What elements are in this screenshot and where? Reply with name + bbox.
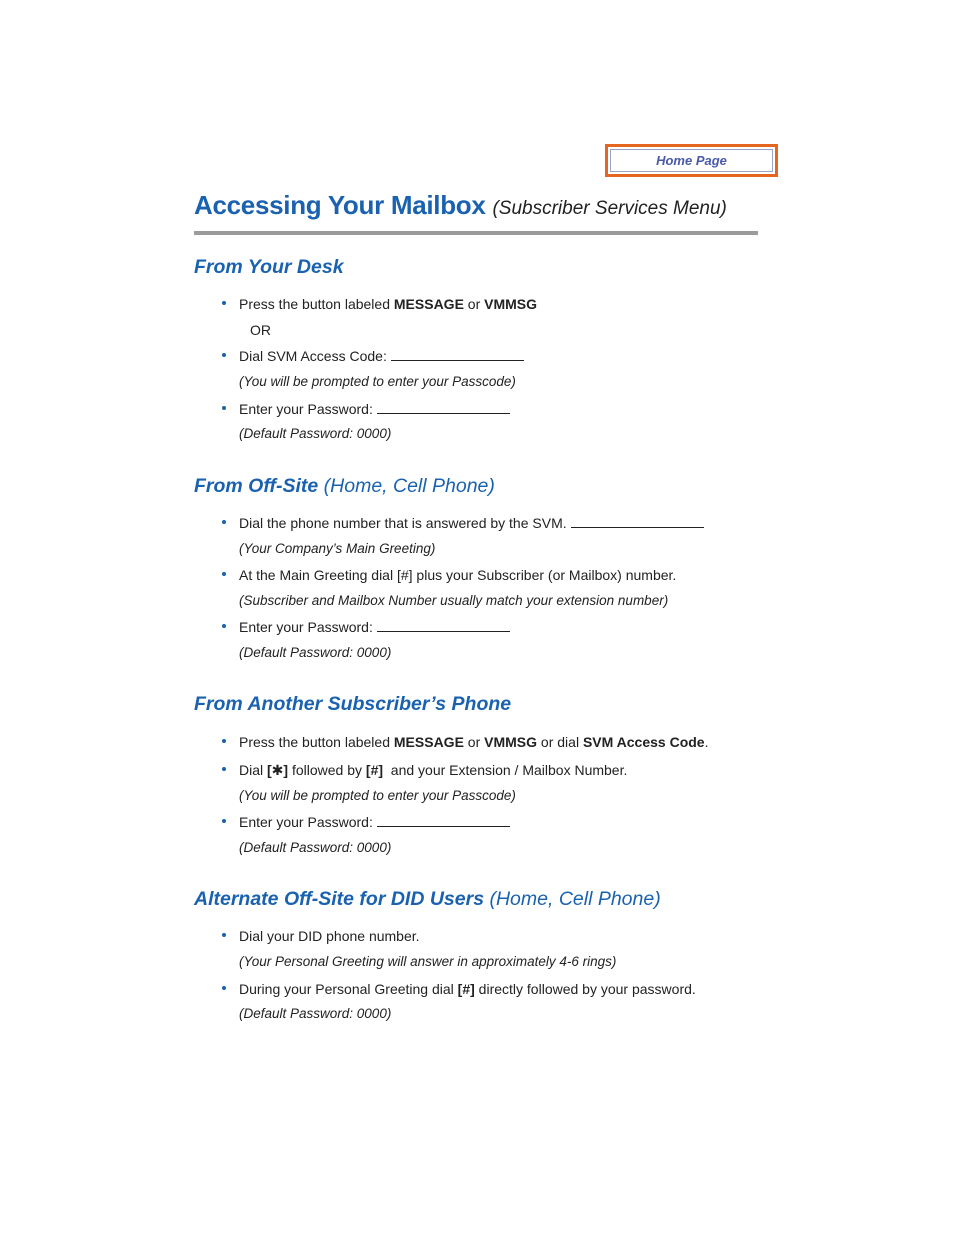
list-item: At the Main Greeting dial [#] plus your Subscriber (or Mailbox) number.: [239, 567, 677, 583]
list-item: Enter your Password:: [239, 619, 510, 635]
section-heading-from-another-subscribers-phone: From Another Subscriber’s Phone: [194, 693, 512, 715]
page-title: [194, 190, 727, 221]
list-item-note: (Subscriber and Mailbox Number usually match your extension number): [239, 593, 669, 608]
bullet: [222, 767, 226, 771]
list-item: Enter your Password:: [239, 814, 510, 830]
list-item: Dial your DID phone number.: [239, 928, 420, 944]
bullet: [222, 624, 226, 628]
bullet: [222, 301, 226, 305]
bullet: [222, 406, 226, 410]
page-title-main: Accessing Your Mailbox: [194, 190, 486, 220]
fill-in-blank: [571, 515, 704, 528]
list-item: Press the button labeled MESSAGE or VMMSG: [239, 296, 538, 312]
list-item-note: (Default Password: 0000): [239, 1006, 392, 1021]
bullet: [222, 739, 226, 743]
fill-in-blank: [391, 348, 524, 361]
title-divider: [194, 231, 758, 235]
bullet: [222, 353, 226, 357]
list-item-note: (Your Company’s Main Greeting): [239, 541, 436, 556]
list-item: Press the button labeled MESSAGE or VMMSG or dial SVM Access Code.: [239, 734, 709, 750]
list-item: During your Personal Greeting dial [#] directly followed by your password.: [239, 981, 696, 997]
fill-in-blank: [377, 619, 510, 632]
bullet: [222, 520, 226, 524]
bullet: [222, 986, 226, 990]
list-item: Dial the phone number that is answered by the SVM.: [239, 515, 704, 531]
section-heading-from-off-site: From Off-Site (Home, Cell Phone): [194, 475, 495, 497]
bullet: [222, 819, 226, 823]
list-item-note: (You will be prompted to enter your Passcode): [239, 374, 516, 389]
home-page-button-label[interactable]: Home Page: [610, 149, 773, 172]
page-subtitle: (Subscriber Services Menu): [492, 198, 727, 219]
fill-in-blank: [377, 401, 510, 414]
section-heading-alternate-off-site: Alternate Off-Site for DID Users (Home, Cell Phone): [194, 888, 661, 910]
section-heading-from-your-desk: From Your Desk: [194, 256, 344, 278]
list-item: Dial SVM Access Code:: [239, 348, 524, 364]
bullet: [222, 933, 226, 937]
list-item-note: (Default Password: 0000): [239, 426, 392, 441]
list-item: Dial [✱] followed by [#] and your Extension / Mailbox Number.: [239, 762, 628, 778]
bullet: [222, 572, 226, 576]
or-separator: OR: [250, 322, 271, 338]
list-item-note: (Default Password: 0000): [239, 645, 392, 660]
fill-in-blank: [377, 814, 510, 827]
list-item-note: (You will be prompted to enter your Passcode): [239, 788, 516, 803]
list-item: Enter your Password:: [239, 401, 510, 417]
home-page-button[interactable]: [605, 144, 778, 177]
list-item-note: (Default Password: 0000): [239, 840, 392, 855]
list-item-note: (Your Personal Greeting will answer in approximately 4-6 rings): [239, 954, 617, 969]
